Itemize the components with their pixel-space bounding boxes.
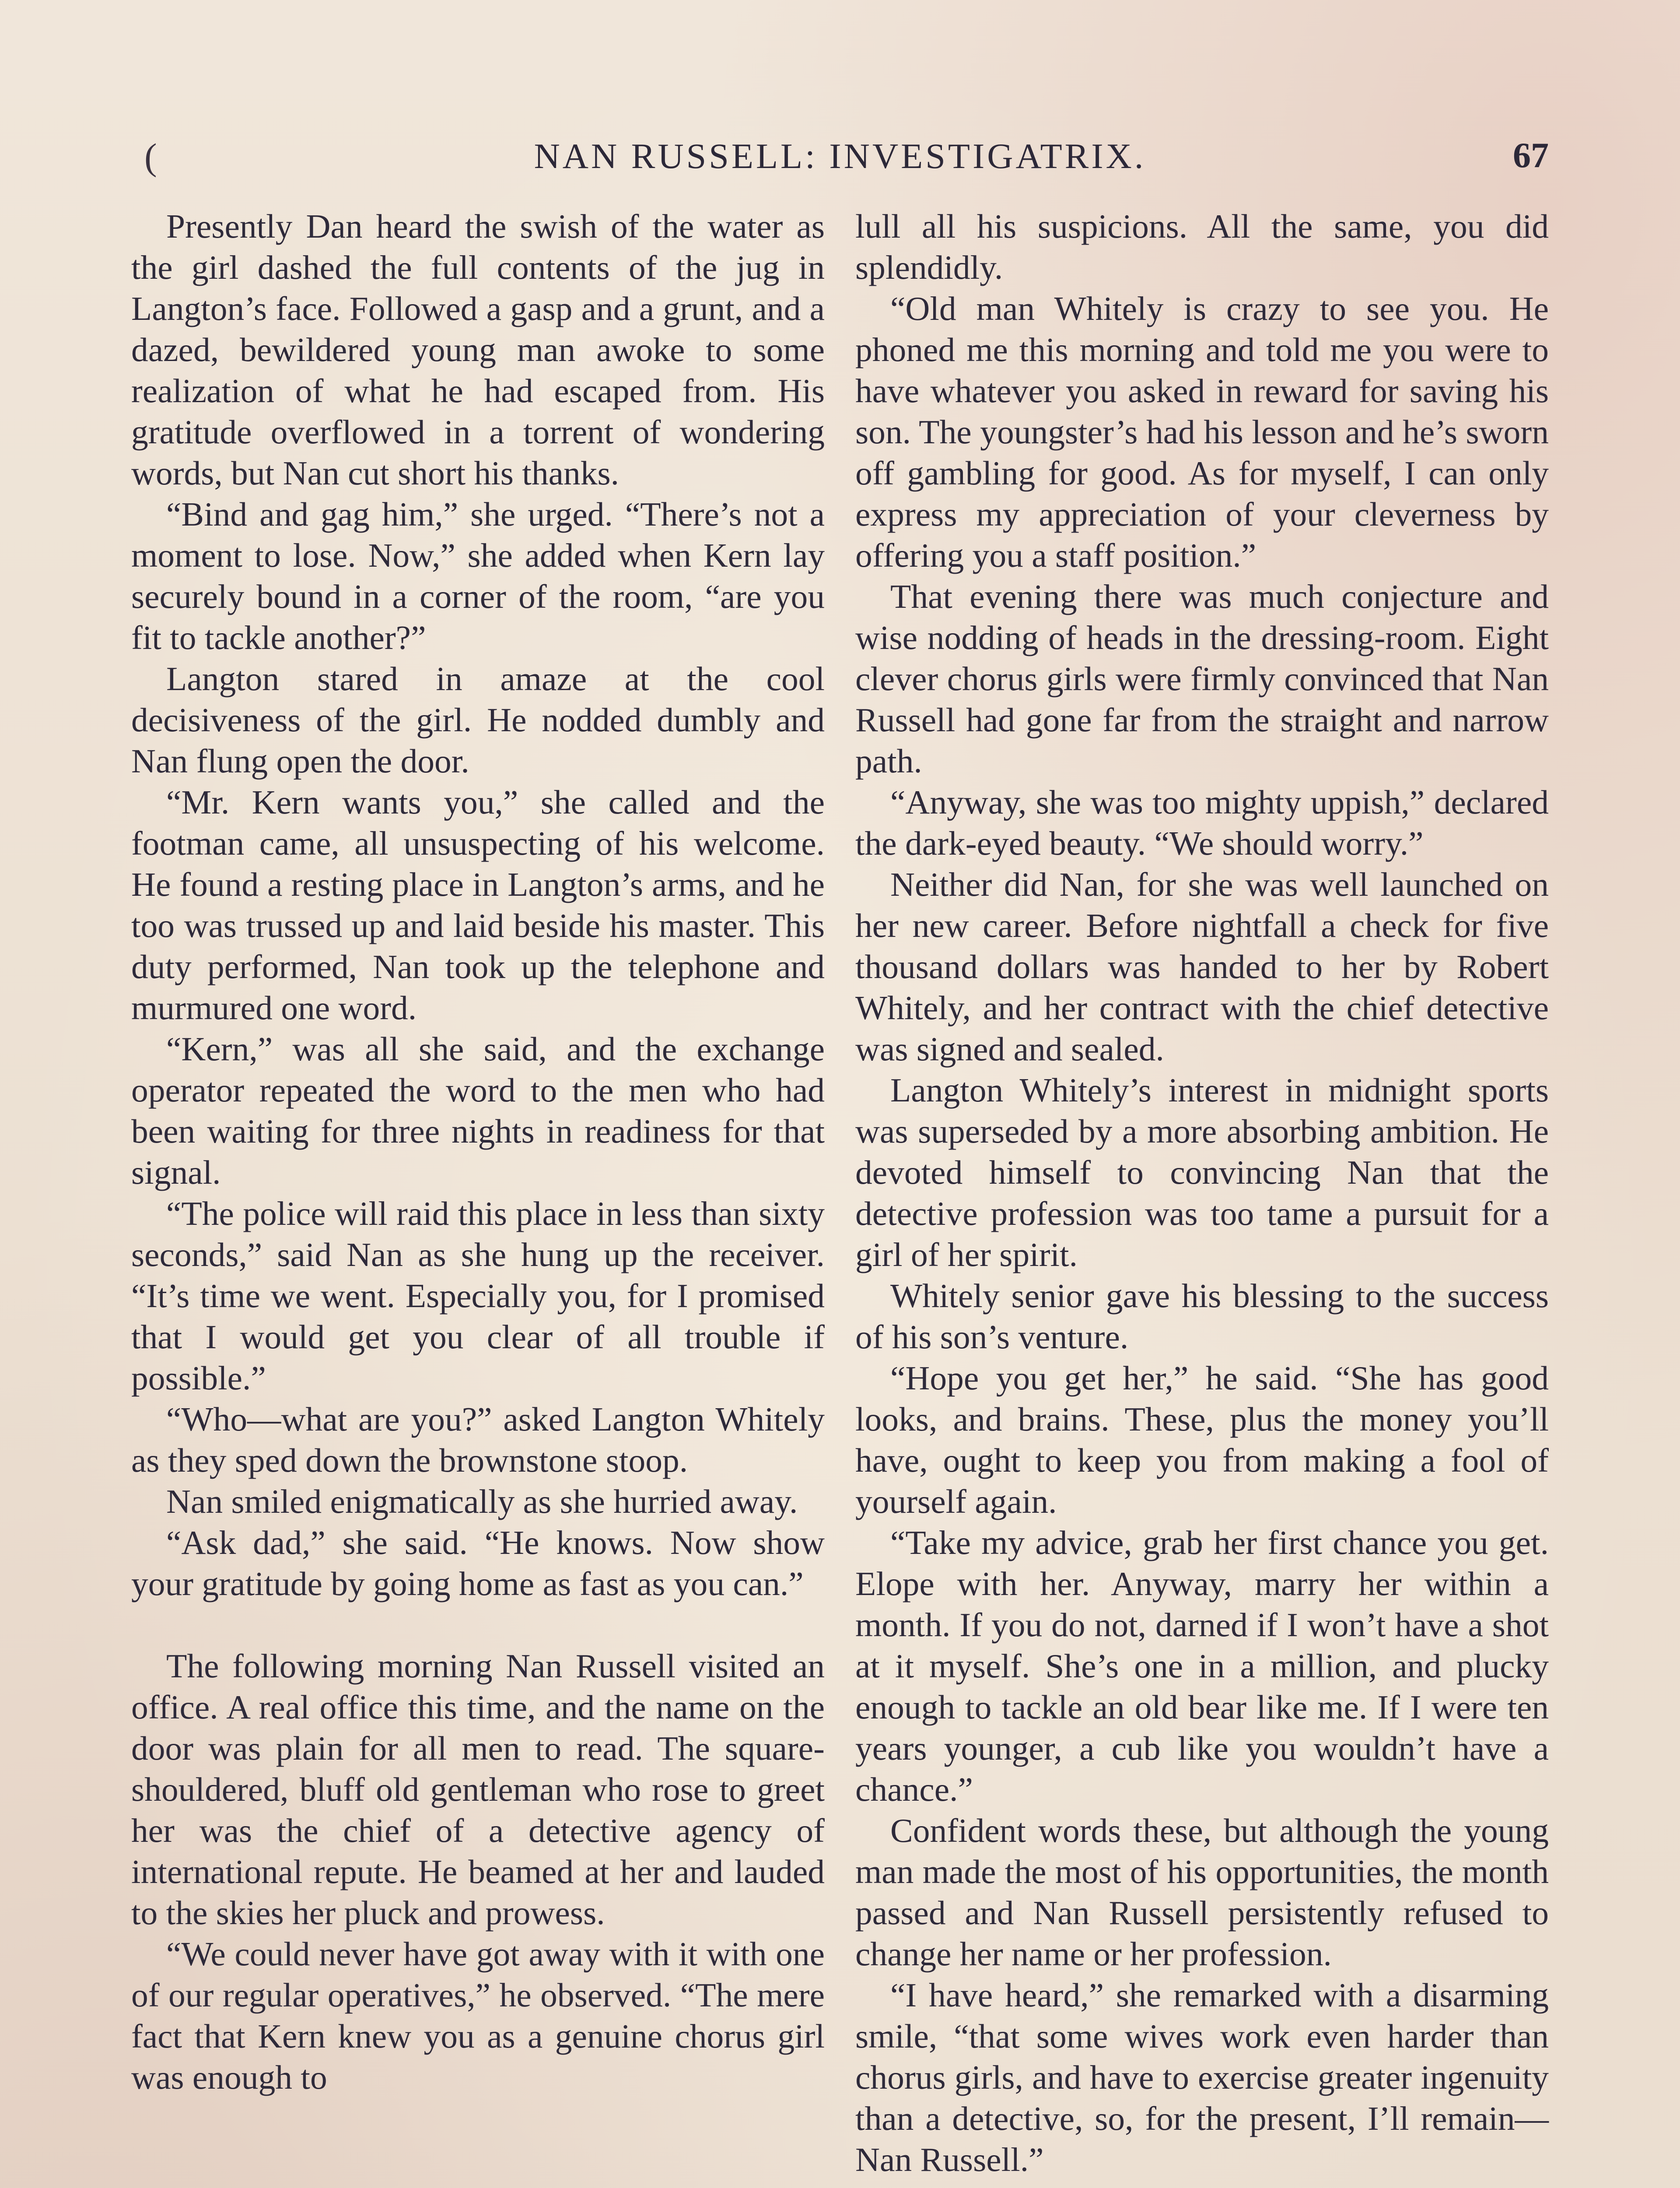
paragraph: “The police will raid this place in less than sixty seconds,” said Nan as she hung up the receiver. “It’s time we went. Especially you, for I promised that I would get you clear of all trouble if possible.” bbox=[131, 1195, 825, 1397]
paragraph: Whitely senior gave his blessing to the success of his son’s venture. bbox=[855, 1277, 1549, 1356]
paragraph: The following morning Nan Russell visited an office. A real office this time, and the name on the door was plain for all men to read. The square-shouldered, bluff old gentleman who rose to greet her was the chief of a detective agency of international repute. He beamed at her and lauded to the skies her pluck and prowess. bbox=[131, 1647, 825, 1932]
right-column bbox=[855, 206, 1549, 2188]
running-title: NAN RUSSELL: INVESTIGATRIX. bbox=[534, 136, 1146, 176]
paragraph: “Hope you get her,” he said. “She has good looks, and brains. These, plus the money you’ll have, ought to keep you from making a fool of yourself again. bbox=[855, 1359, 1549, 1520]
paragraph: lull all his suspicions. All the same, you did splendidly. bbox=[855, 207, 1549, 286]
paragraph: “Old man Whitely is crazy to see you. He phoned me this morning and told me you were to have whatever you asked in reward for saving his son. The youngster’s had his lesson and he’s sworn off gambling for good. As for myself, I can only express my appreciation of your cleverness by offering you a staff position.” bbox=[855, 290, 1549, 574]
paragraph: “Ask dad,” she said. “He knows. Now show your gratitude by going home as fast as you can.” bbox=[131, 1524, 825, 1602]
text-columns bbox=[131, 206, 1549, 2188]
paragraph: Presently Dan heard the swish of the water as the girl dashed the full contents of the jug in Langton’s face. Followed a gasp and a grunt, and a dazed, bewildered young man awoke to some realization of what he had escaped from. His gratitude overflowed in a torrent of wondering words, but Nan cut short his thanks. bbox=[131, 207, 825, 492]
paragraph: Nan smiled enigmatically as she hurried away. bbox=[166, 1483, 798, 1520]
header-mark: ( bbox=[144, 136, 157, 178]
paragraph: “Anyway, she was too mighty uppish,” declared the dark-eyed beauty. “We should worry.” bbox=[855, 783, 1549, 862]
paragraph: “Kern,” was all she said, and the exchange operator repeated the word to the men who had been waiting for three nights in readiness for that signal. bbox=[131, 1030, 825, 1191]
paragraph: “We could never have got away with it with one of our regular operatives,” he observed. “The mere fact that Kern knew you as a genuine chorus girl was enough to bbox=[131, 1935, 825, 2096]
paragraph: Langton Whitely’s interest in midnight sports was superseded by a more absorbing ambition. He devoted himself to convincing Nan that the detective profession was too tame a pursuit for a girl of her spirit. bbox=[855, 1071, 1549, 1273]
paragraph: “Who—what are you?” asked Langton Whitely as they sped down the brownstone stoop. bbox=[131, 1400, 825, 1479]
paragraph: “I have heard,” she remarked with a disarming smile, “that some wives work even harder than chorus girls, and have to exercise greater ingenuity than a detective, so, for the present, I’ll remain—Nan Russell.” bbox=[855, 1976, 1549, 2178]
paragraph: Confident words these, but although the young man made the most of his opportunities, the month passed and Nan Russell persistently refused to change her name or her profession. bbox=[855, 1812, 1549, 1973]
page-number: 67 bbox=[1513, 135, 1549, 175]
paragraph: “Take my advice, grab her first chance you get. Elope with her. Anyway, marry her within a month. If you do not, darned if I won’t have a shot at it myself. She’s one in a million, and plucky enough to tackle an old bear like me. If I were ten years younger, a cub like you wouldn’t have a chance.” bbox=[855, 1524, 1549, 1808]
left-column bbox=[131, 206, 825, 2188]
paragraph: “Mr. Kern wants you,” she called and the footman came, all unsuspecting of his welcome. He found a resting place in Langton’s arms, and he too was trussed up and laid beside his master. This duty performed, Nan took up the telephone and murmured one word. bbox=[131, 783, 825, 1027]
paragraph: That evening there was much conjecture and wise nodding of heads in the dressing-room. Eight clever chorus girls were firmly convinced that Nan Russell had gone far from the straight and narrow path. bbox=[855, 578, 1549, 780]
paragraph: “Bind and gag him,” she urged. “There’s not a moment to lose. Now,” she added when Kern lay securely bound in a corner of the room, “are you fit to tackle another?” bbox=[131, 495, 825, 656]
paragraph: Neither did Nan, for she was well launched on her new career. Before nightfall a check for five thousand dollars was handed to her by Robert Whitely, and her contract with the chief detective was signed and sealed. bbox=[855, 866, 1549, 1068]
section-break bbox=[131, 1604, 825, 1645]
page-header bbox=[131, 131, 1549, 179]
paragraph: Langton stared in amaze at the cool decisiveness of the girl. He nodded dumbly and Nan flung open the door. bbox=[131, 660, 825, 780]
